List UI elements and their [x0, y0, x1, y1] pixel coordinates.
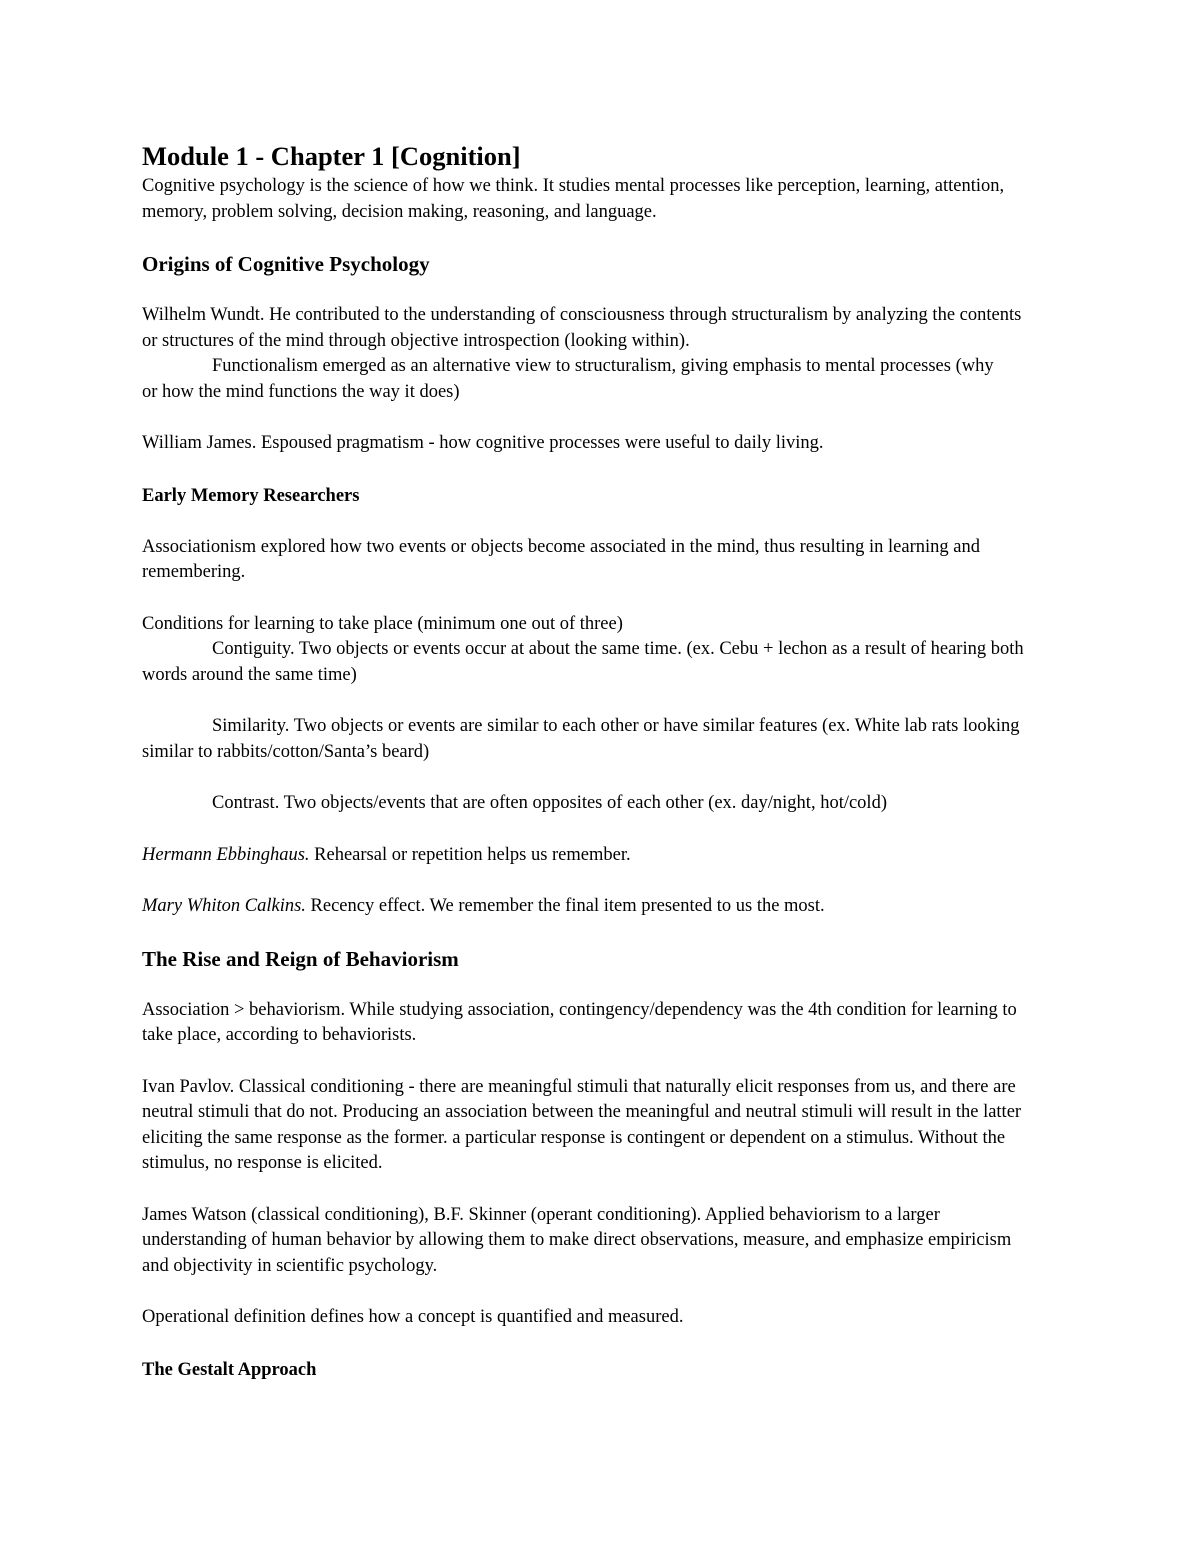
- contiguity-paragraph: Contiguity. Two objects or events occur at about the same time. (ex. Cebu + lechon as a result of hearing both words around the same time): [142, 639, 1024, 685]
- similarity-paragraph: Similarity. Two objects or events are similar to each other or have similar features (ex. White lab rats looking similar to rabbits/cotton/Santa’s beard): [142, 716, 1020, 762]
- james-paragraph: William James. Espoused pragmatism - how cognitive processes were useful to daily living.: [142, 433, 824, 453]
- association-paragraph: Association > behaviorism. While studying association, contingency/dependency was the 4th condition for learning to take place, according to behaviorists.: [142, 999, 1017, 1045]
- heading-early-memory: Early Memory Researchers: [142, 485, 360, 506]
- page-title: Module 1 - Chapter 1 [Cognition]: [142, 141, 521, 171]
- ebbinghaus-text: Rehearsal or repetition helps us remember.: [309, 844, 631, 865]
- heading-origins: Origins of Cognitive Psychology: [142, 252, 430, 276]
- document-page: [142, 138, 1062, 1383]
- calkins-name: Mary Whiton Calkins.: [142, 896, 306, 916]
- calkins-text: Recency effect. We remember the final item presented to us the most.: [305, 896, 825, 916]
- heading-behaviorism: The Rise and Reign of Behaviorism: [142, 946, 459, 971]
- intro-paragraph: Cognitive psychology is the science of how we think. It studies mental processes like perception, learning, attention, memory, problem solving, decision making, reasoning, and language.: [142, 176, 1005, 222]
- conditions-intro: Conditions for learning to take place (minimum one out of three): [142, 613, 623, 634]
- associationism-paragraph: Associationism explored how two events or objects become associated in the mind, thus resulting in learning and remembering.: [142, 536, 980, 582]
- operational-paragraph: Operational definition defines how a concept is quantified and measured.: [142, 1307, 684, 1327]
- calkins-paragraph: [142, 894, 1062, 920]
- wundt-paragraph: Wilhelm Wundt. He contributed to the understanding of consciousness through structuralism by analyzing the contents or structures of the mind through objective introspection (looking within).: [142, 305, 1022, 351]
- pavlov-paragraph: Ivan Pavlov. Classical conditioning - there are meaningful stimuli that naturally elicit responses from us, and there are neutral stimuli that do not. Producing an association between the meaningful and neutral stimuli will result in the latter eliciting the same response as the former. a particular response is contingent or dependent on a stimulus. Without the stimulus, no response is elicited.: [142, 1076, 1022, 1173]
- watson-paragraph: James Watson (classical conditioning), B.F. Skinner (operant conditioning). Applied behaviorism to a larger understanding of human behavior by allowing them to make direct observations, measure, and emphasize empiricism and objectivity in scientific psychology.: [142, 1204, 1012, 1276]
- ebbinghaus-name: Hermann Ebbinghaus.: [142, 844, 310, 865]
- heading-gestalt: The Gestalt Approach: [142, 1359, 317, 1380]
- ebbinghaus-paragraph: [142, 843, 1062, 869]
- contrast-paragraph: Contrast. Two objects/events that are often opposites of each other (ex. day/night, hot/cold): [212, 793, 887, 813]
- functionalism-paragraph: Functionalism emerged as an alternative view to structuralism, giving emphasis to mental processes (why or how the mind functions the way it does): [142, 356, 994, 402]
